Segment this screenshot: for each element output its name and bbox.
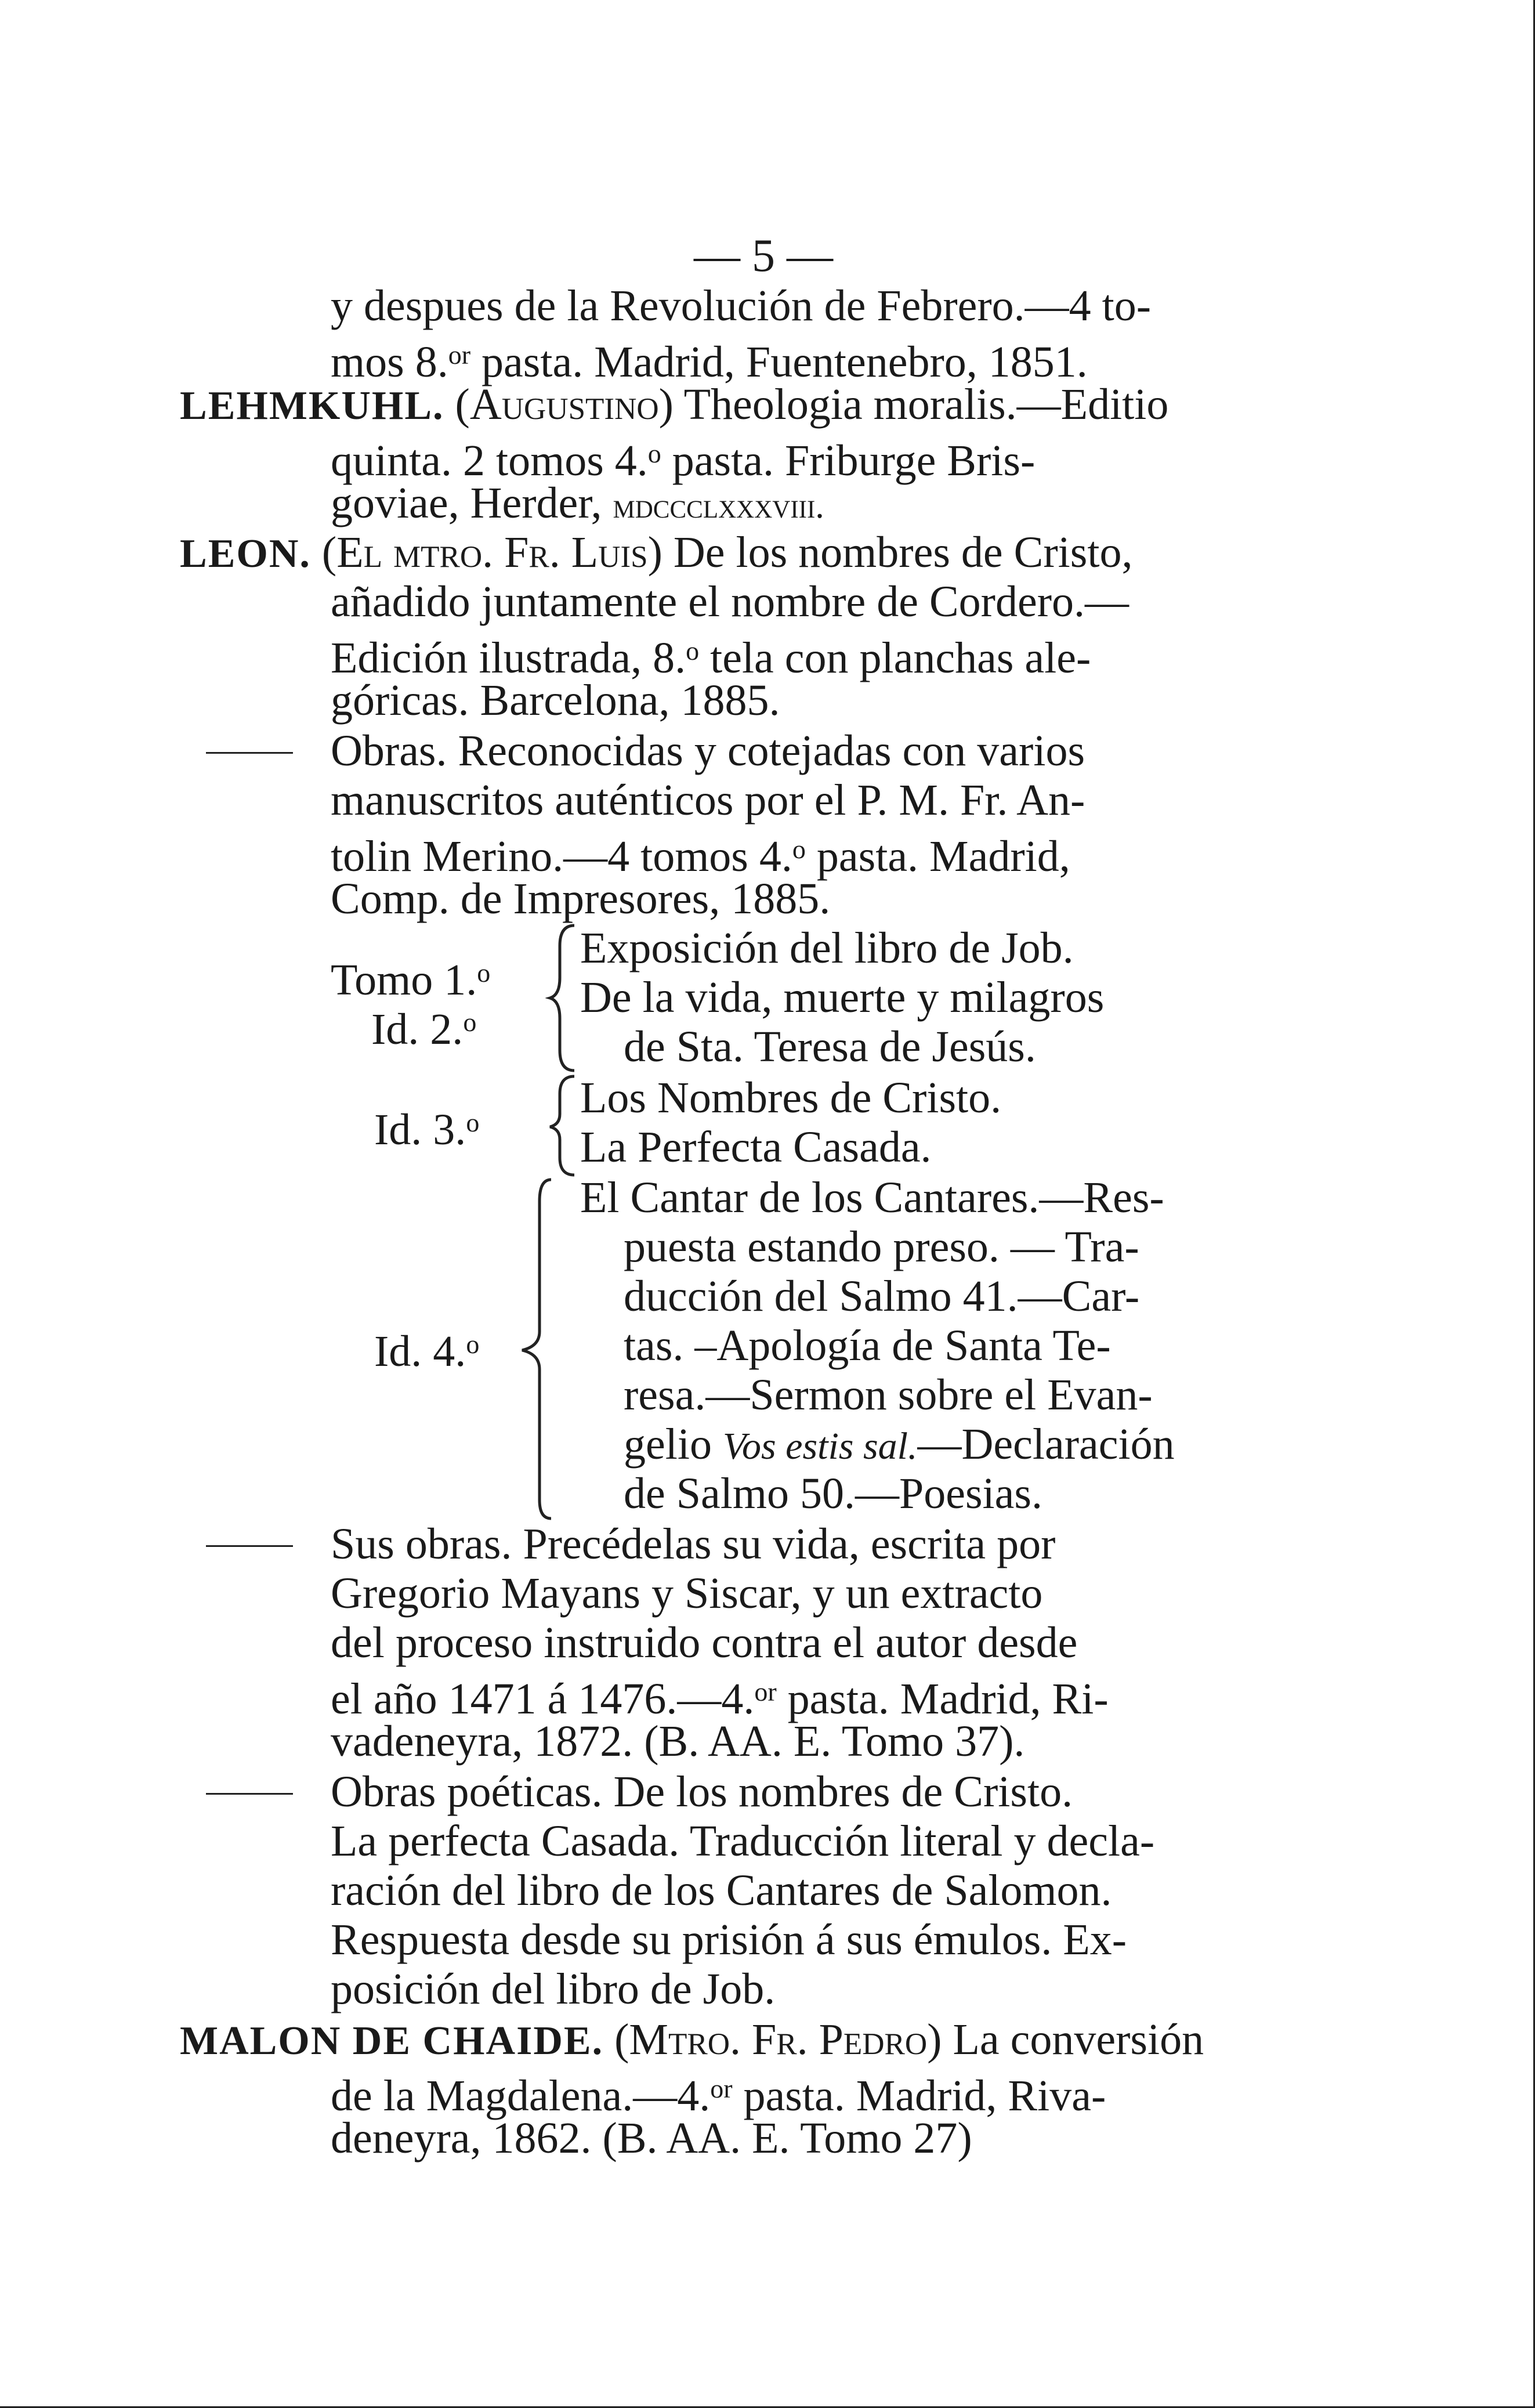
text-line: añadido juntamente el nombre de Cordero.— [331,577,1129,626]
text-line: posición del libro de Job. [331,1965,776,2013]
page-number: — 5 — [694,230,833,281]
tomo-entry: de Salmo 50.—Poesias. [624,1469,1042,1518]
tomo-entry: La Perfecta Casada. [580,1123,932,1172]
tomo-entry: ducción del Salmo 41.—Car- [624,1272,1140,1321]
entry-lehmkuhl: LEHMKUHL. (Augustino) Theologia moralis.—Editio [180,380,1169,429]
tomo-entry: tas. –Apología de Santa Te- [624,1321,1111,1370]
text-line: y despues de la Revolución de Febrero.—4 to- [331,281,1152,330]
text-line: tolin Merino.—4 tomos 4.$^o$ pasta. Madrid, [331,832,1070,881]
entry-author: LEON. [180,532,311,576]
text-line: de la Magdalena.—4.$^{or}$ pasta. Madrid, Riva- [331,2071,1106,2120]
text-line: Comp. de Impresores, 1885. [331,874,831,923]
tomo-entry: Exposición del libro de Job. [580,924,1074,972]
tomo-entry: gelio Vos estis sal.—Declaración [624,1420,1175,1469]
entry-author: MALON DE CHAIDE. [180,2019,604,2063]
text-line: Obras poéticas. De los nombres de Cristo. [331,1767,1073,1816]
ditto-dash [206,1545,293,1547]
text-line: quinta. 2 tomos 4.$^o$ pasta. Friburge Bris- [331,436,1036,485]
tomo-label: Id. 4.$^o$ [374,1327,480,1376]
tomo-entry: de Sta. Teresa de Jesús. [624,1022,1036,1071]
tomo-entry: resa.—Sermon sobre el Evan- [624,1371,1153,1419]
tomo-label: Id. 3.$^o$ [374,1105,480,1154]
text-line: vadeneyra, 1872. (B. AA. E. Tomo 37). [331,1717,1025,1766]
text-line: Obras. Reconocidas y cotejadas con varios [331,726,1085,775]
text-line: Gregorio Mayans y Siscar, y un extracto [331,1569,1043,1618]
entry-leon: LEON. (El mtro. Fr. Luis) De los nombres de Cristo, [180,528,1133,577]
tomo-entry: El Cantar de los Cantares.—Res- [580,1173,1164,1222]
text-line: el año 1471 á 1476.—4.$^{or}$ pasta. Madrid, Ri- [331,1675,1109,1723]
text-line: La perfecta Casada. Traducción literal y decla- [331,1817,1155,1865]
text-line: ración del libro de los Cantares de Salomon. [331,1866,1112,1915]
entry-malon-de-chaide: MALON DE CHAIDE. (Mtro. Fr. Pedro) La conversión [180,2015,1204,2064]
ditto-dash [206,752,293,754]
brace-icon [545,1073,580,1178]
ditto-dash [206,1793,293,1795]
text-line: goviae, Herder, mdccclxxxviii. [331,479,824,527]
tomo-label: Id. 2.$^o$ [371,1005,477,1054]
text-line: mos 8.$^{or}$ pasta. Madrid, Fuentenebro, 1851. [331,338,1088,386]
entry-author: LEHMKUHL. [180,384,444,428]
text-line: Edición ilustrada, 8.$^o$ tela con planchas ale- [331,634,1091,682]
text-line: góricas. Barcelona, 1885. [331,676,780,725]
tomo-entry: puesta estando preso. — Tra- [624,1223,1139,1271]
text-line: manuscritos auténticos por el P. M. Fr. An- [331,776,1085,825]
text-line: deneyra, 1862. (B. AA. E. Tomo 27) [331,2114,972,2163]
tomo-entry: Los Nombres de Cristo. [580,1073,1002,1122]
brace-icon [511,1175,574,1523]
tomo-entry: De la vida, muerte y milagros [580,973,1105,1022]
text-line: Sus obras. Precédelas su vida, escrita por [331,1520,1056,1568]
text-line: Respuesta desde su prisión á sus émulos. Ex- [331,1915,1127,1964]
brace-icon [545,923,580,1073]
tomo-label: Tomo 1.$^o$ [331,956,491,1004]
text-line: del proceso instruido contra el autor desde [331,1618,1078,1667]
